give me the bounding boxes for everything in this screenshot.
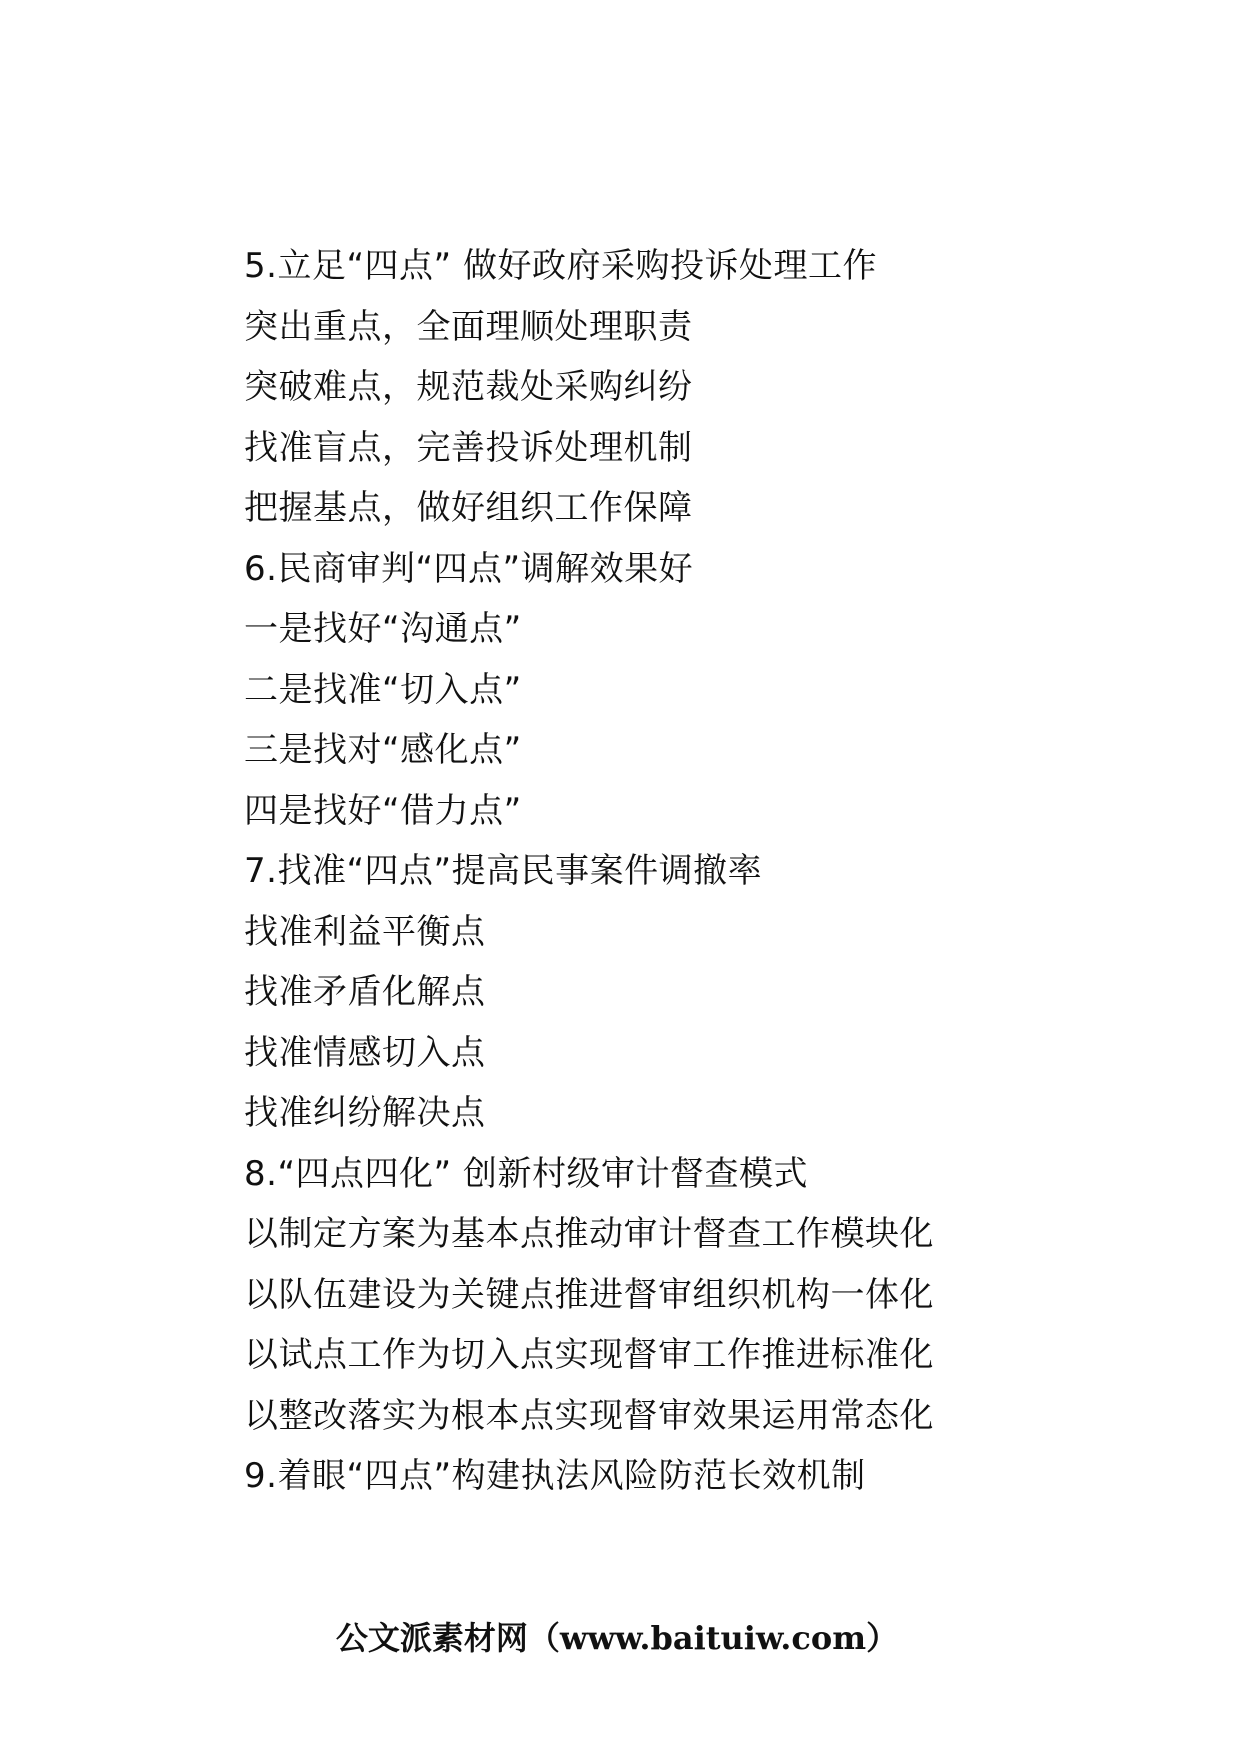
list-item: 一是找好“沟通点”	[244, 609, 522, 649]
heading-6: 6.民商审判“四点”调解效果好	[244, 548, 694, 589]
list-item: 把握基点，做好组织工作保障	[244, 488, 693, 528]
list-item: 突出重点，全面理顺处理职责	[244, 306, 693, 347]
heading-9: 9.着眼“四点”构建执法风险防范长效机制	[244, 1456, 866, 1496]
list-item: 以试点工作为切入点实现督审工作推进标准化	[244, 1335, 934, 1375]
list-item: 三是找对“感化点”	[244, 730, 522, 770]
list-item: 以整改落实为根本点实现督审效果运用常态化	[244, 1395, 934, 1436]
footer-watermark: 公文派素材网（www.baituiw.com）	[335, 1619, 899, 1657]
list-item: 以队伍建设为关键点推进督审组织机构一体化	[244, 1274, 934, 1315]
list-item: 四是找好“借力点”	[244, 790, 522, 831]
list-item: 二是找准“切入点”	[244, 669, 522, 710]
list-item: 突破难点，规范裁处采购纠纷	[244, 367, 693, 407]
heading-7: 7.找准“四点”提高民事案件调撤率	[244, 851, 763, 891]
list-item: 找准盲点，完善投诉处理机制	[244, 427, 693, 468]
list-item: 以制定方案为基本点推动审计督查工作模块化	[244, 1214, 934, 1254]
heading-8: 8.“四点四化” 创新村级审计督查模式	[244, 1153, 808, 1194]
list-item: 找准矛盾化解点	[244, 972, 486, 1012]
list-item: 找准情感切入点	[244, 1032, 486, 1073]
document-body	[244, 236, 1144, 1507]
list-item: 找准纠纷解决点	[244, 1093, 486, 1133]
list-item: 找准利益平衡点	[244, 911, 486, 952]
heading-5: 5.立足“四点” 做好政府采购投诉处理工作	[244, 246, 877, 286]
